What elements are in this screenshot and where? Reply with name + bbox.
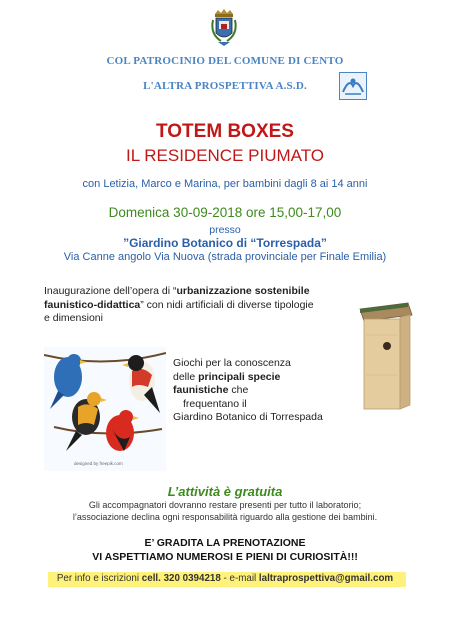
contact-line bbox=[0, 573, 450, 584]
free-activity-text: L’attività è gratuita bbox=[167, 484, 283, 499]
association-name: L'ALTRA PROSPETTIVA A.S.D. bbox=[143, 80, 307, 92]
games-line-3-bold: faunistiche bbox=[173, 384, 229, 396]
event-date: Domenica 30-09-2018 ore 15,00-17,00 bbox=[108, 205, 342, 220]
inauguration-paragraph bbox=[44, 285, 319, 326]
birds-illustration bbox=[44, 347, 166, 471]
games-paragraph bbox=[173, 357, 353, 425]
games-line-2-prefix: delle bbox=[173, 370, 199, 383]
contact-email[interactable]: laltraprospettiva@gmail.com bbox=[258, 573, 394, 584]
games-line-3 bbox=[173, 384, 353, 398]
venue-name: ”Giardino Botanico di “Torrespada” bbox=[123, 236, 327, 250]
event-subtitle: IL RESIDENCE PIUMATO bbox=[125, 146, 325, 165]
patronage-text: COL PATROCINIO DEL COMUNE DI CENTO bbox=[106, 55, 344, 67]
contact-middle: - e-mail bbox=[220, 573, 259, 584]
coat-of-arms-icon bbox=[209, 8, 239, 50]
games-line-2-bold: principali specie bbox=[198, 370, 281, 383]
audience-text: con Letizia, Marco e Marina, per bambini dagli 8 ai 14 anni bbox=[82, 178, 368, 190]
disclaimer bbox=[0, 499, 450, 523]
venue-address: Via Canne angolo Via Nuova (strada provinciale per Finale Emilia) bbox=[63, 251, 387, 263]
birdhouse-image bbox=[350, 295, 420, 415]
presso-text: presso bbox=[209, 224, 241, 236]
games-line-2 bbox=[173, 371, 353, 385]
games-line-1: Giochi per la conoscenza bbox=[173, 357, 291, 369]
contact-prefix: Per info e iscrizioni bbox=[56, 573, 142, 584]
inauguration-text-end: ” con nidi artificiali di diverse tipologie e dimensioni bbox=[44, 298, 314, 324]
closing-line-1: E’ GRADITA LA PRENOTAZIONE bbox=[144, 537, 306, 549]
association-logo-icon bbox=[339, 72, 367, 100]
disclaimer-line-2: l’associazione declina ogni responsabilità riguardo alla gestione dei bambini. bbox=[72, 512, 378, 522]
event-title: TOTEM BOXES bbox=[156, 121, 294, 142]
closing-line-2: VI ASPETTIAMO NUMEROSI E PIENI DI CURIOSITÀ!!! bbox=[92, 551, 358, 563]
disclaimer-line-1: Gli accompagnatori dovranno restare presenti per tutto il laboratorio; bbox=[88, 500, 362, 510]
inauguration-bold: urbanizzazione sostenibile faunistico-didattica bbox=[44, 285, 310, 311]
games-line-4: frequentano il bbox=[183, 397, 247, 410]
inauguration-text-start: Inaugurazione dell’opera di “ bbox=[44, 285, 177, 297]
games-line-5: Giardino Botanico di Torrespada bbox=[173, 411, 323, 423]
image-credit: designed by freepik.com bbox=[74, 461, 123, 466]
closing-text bbox=[0, 536, 450, 564]
contact-phone[interactable]: cell. 320 0394218 bbox=[141, 573, 221, 584]
games-line-3-suffix: che bbox=[228, 384, 249, 396]
